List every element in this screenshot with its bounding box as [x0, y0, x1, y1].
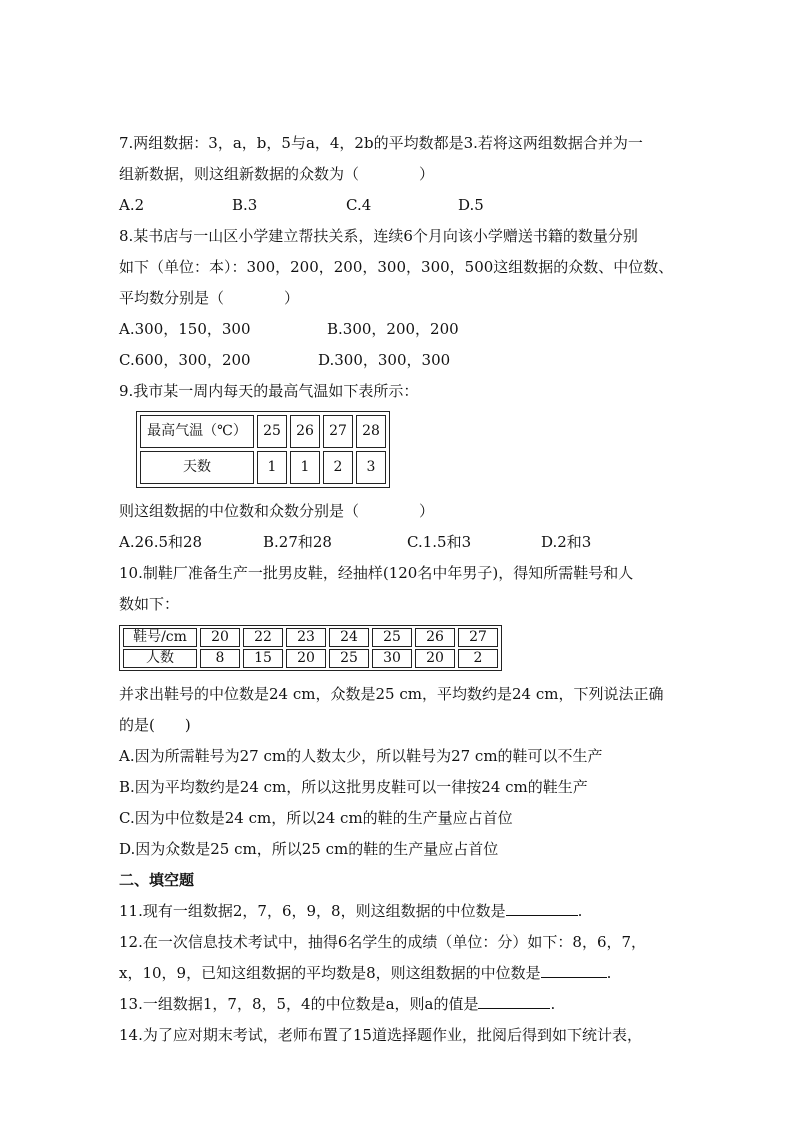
option-d: D.5 — [458, 196, 484, 214]
option-c: C.600，300，200 — [119, 351, 251, 369]
table-cell: 15 — [243, 649, 283, 668]
option-a: A.300，150，300 — [119, 320, 251, 338]
table-cell: 20 — [200, 628, 240, 647]
question-7 — [119, 128, 679, 221]
row-header-shoe-size: 鞋号/cm — [123, 628, 197, 647]
question-13 — [119, 989, 679, 1020]
question-12 — [119, 927, 679, 989]
question-7-options — [119, 190, 679, 221]
table-cell: 25 — [372, 628, 412, 647]
option-b: B.300，200，200 — [327, 320, 459, 338]
table-cell: 27 — [458, 628, 498, 647]
table-cell: 2 — [323, 451, 353, 484]
question-13-stem: 13.一组数据1，7，8，5，4的中位数是a，则a的值是 — [119, 995, 479, 1013]
question-10 — [119, 558, 679, 865]
option-d: D.300，300，300 — [318, 351, 451, 369]
question-8-stem-line-2: 如下（单位：本）：300，200，200，300，300，500这组数据的众数、中位数、 — [119, 258, 674, 276]
question-12-stem-line-2-text: x，10，9，已知这组数据的平均数是8，则这组数据的中位数是 — [119, 964, 541, 982]
question-8 — [119, 221, 679, 376]
question-8-stem-line-1: 8.某书店与一山区小学建立帮扶关系，连续6个月向该小学赠送书籍的数量分别 — [119, 227, 638, 245]
row-header-count: 人数 — [123, 649, 197, 668]
question-10-stem-line-4: 的是( ) — [119, 716, 191, 734]
exam-page — [119, 128, 679, 1051]
table-row — [123, 649, 498, 668]
question-12-stem-line-1: 12.在一次信息技术考试中，抽得6名学生的成绩（单位：分）如下：8，6，7， — [119, 933, 647, 951]
row-header-days: 天数 — [140, 451, 254, 484]
question-11-end: . — [577, 902, 583, 920]
table-cell: 24 — [329, 628, 369, 647]
question-14-stem-line-1: 14.为了应对期末考试，老师布置了15道选择题作业，批阅后得到如下统计表， — [119, 1026, 642, 1044]
question-9-stem: 9.我市某一周内每天的最高气温如下表所示： — [119, 382, 419, 400]
question-7-stem-line-1: 7.两组数据：3，a，b，5与a，4，2b的平均数都是3.若将这两组数据合并为一 — [119, 134, 643, 152]
table-cell: 8 — [200, 649, 240, 668]
option-c: C.因为中位数是24 cm，所以24 cm的鞋的生产量应占首位 — [119, 809, 513, 827]
option-a: A.2 — [119, 196, 145, 214]
option-d: D.2和3 — [541, 533, 592, 551]
question-12-stem-line-2 — [119, 958, 679, 989]
option-b: B.27和28 — [263, 533, 332, 551]
question-11 — [119, 896, 679, 927]
temperature-table — [136, 411, 390, 488]
table-row — [140, 451, 386, 484]
question-8-stem-line-3: 平均数分别是（ ） — [119, 289, 300, 307]
option-c: C.1.5和3 — [407, 533, 472, 551]
table-cell: 30 — [372, 649, 412, 668]
table-cell: 23 — [286, 628, 326, 647]
section-heading-fill-in-blank: 二、填空题 — [119, 871, 195, 889]
question-10-stem-line-3: 并求出鞋号的中位数是24 cm，众数是25 cm，平均数约是24 cm，下列说法正确 — [119, 685, 664, 703]
table-cell: 27 — [323, 415, 353, 448]
table-cell: 26 — [290, 415, 320, 448]
question-8-options-row-2 — [119, 345, 679, 376]
option-d: D.因为众数是25 cm，所以25 cm的鞋的生产量应占首位 — [119, 840, 499, 858]
question-9-options — [119, 527, 679, 558]
question-10-stem-line-1: 10.制鞋厂准备生产一批男皮鞋，经抽样(120名中年男子)，得知所需鞋号和人 — [119, 564, 634, 582]
option-b: B.因为平均数约是24 cm，所以这批男皮鞋可以一律按24 cm的鞋生产 — [119, 778, 588, 796]
row-header-temperature: 最高气温（℃） — [140, 415, 254, 448]
table-cell: 1 — [290, 451, 320, 484]
question-9 — [119, 376, 679, 558]
option-a: A.26.5和28 — [119, 533, 203, 551]
table-cell: 1 — [257, 451, 287, 484]
table-cell: 3 — [356, 451, 386, 484]
question-8-options-row-1 — [119, 314, 679, 345]
table-cell: 26 — [415, 628, 455, 647]
option-a: A.因为所需鞋号为27 cm的人数太少，所以鞋号为27 cm的鞋可以不生产 — [119, 747, 603, 765]
question-7-stem-line-2: 组新数据，则这组新数据的众数为（ ） — [119, 165, 435, 183]
answer-blank — [506, 897, 578, 916]
table-cell: 20 — [286, 649, 326, 668]
table-cell: 25 — [257, 415, 287, 448]
table-row — [123, 628, 498, 647]
shoe-size-table — [119, 625, 502, 671]
table-row — [140, 415, 386, 448]
question-10-stem-line-2: 数如下： — [119, 595, 180, 613]
answer-blank — [478, 990, 550, 1009]
question-13-end: . — [550, 995, 556, 1013]
question-9-prompt: 则这组数据的中位数和众数分别是（ ） — [119, 502, 435, 520]
question-12-end: . — [606, 964, 612, 982]
option-c: C.4 — [346, 196, 372, 214]
table-cell: 20 — [415, 649, 455, 668]
table-cell: 28 — [356, 415, 386, 448]
table-cell: 22 — [243, 628, 283, 647]
option-b: B.3 — [232, 196, 258, 214]
question-11-stem: 11.现有一组数据2，7，6，9，8，则这组数据的中位数是 — [119, 902, 506, 920]
table-cell: 2 — [458, 649, 498, 668]
table-cell: 25 — [329, 649, 369, 668]
answer-blank — [541, 959, 607, 978]
